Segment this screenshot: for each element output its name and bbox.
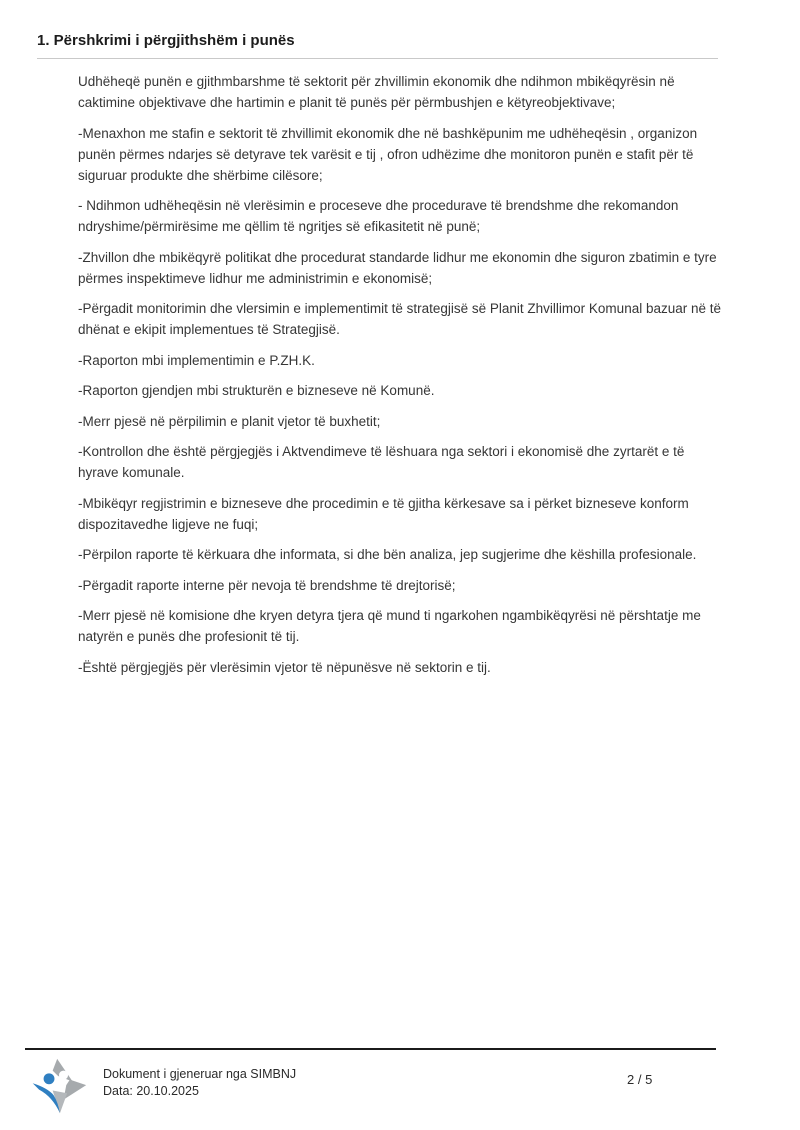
paragraph: Udhëheqë punën e gjithmbarshme të sektorit për zhvillimin ekonomik dhe ndihmon mbikëqyrësin në caktimine objektivave dhe hartimin e planit të punës për përmbushjen e këtyreobjektivave; bbox=[78, 74, 675, 110]
section-title: 1. Përshkrimi i përgjithshëm i punës bbox=[37, 32, 295, 49]
footer-date: Data: 20.10.2025 bbox=[103, 1084, 199, 1098]
footer-divider bbox=[25, 1048, 716, 1050]
paragraph: -Raporton mbi implementimin e P.ZH.K. bbox=[78, 352, 315, 368]
page-number: 2 / 5 bbox=[627, 1072, 653, 1087]
paragraph: -Zhvillon dhe mbikëqyrë politikat dhe procedurat standarde lidhur me ekonomin dhe siguron zbatimin e tyre përmes inspektimeve lidhur me administrimin e ekonomisë; bbox=[78, 249, 717, 286]
footer-meta bbox=[103, 1066, 296, 1100]
paragraph: -Merr pjesë në komisione dhe kryen detyra tjera që mund ti ngarkohen ngambikëqyrësi në përshtatje me natyrën e punës dhe profesionit të tij. bbox=[78, 608, 701, 644]
section-header bbox=[37, 32, 718, 59]
paragraph: -Mbikëqyr regjistrimin e bizneseve dhe procedimin e të gjitha kërkesave sa i përket bizneseve konform dispozitavedhe ligjeve ne fuqi; bbox=[78, 495, 689, 532]
simbnj-logo-icon bbox=[30, 1057, 88, 1115]
document-body bbox=[78, 71, 724, 687]
paragraph: - Ndihmon udhëheqësin në vlerësimin e proceseve dhe procedurave të brendshme dhe rekomandon ndryshime/përmirësime me qëllim të ngritjes së efikasitetit në punë; bbox=[78, 198, 679, 234]
paragraph: -Përpilon raporte të kërkuara dhe informata, si dhe bën analiza, jep sugjerime dhe këshilla profesionale. bbox=[78, 547, 697, 562]
paragraph: -Menaxhon me stafin e sektorit të zhvillimit ekonomik dhe në bashkëpunim me udhëheqësin , organizon punën përmes ndarjes së detyrave tek varësit e tij , ofron udhëzime dhe monitoron punën e stafit për të siguruar produkte dhe shërbime cilësore; bbox=[78, 125, 698, 183]
footer-generated-by: Dokument i gjeneruar nga SIMBNJ bbox=[103, 1067, 297, 1081]
paragraph: -Kontrollon dhe është përgjegjës i Aktvendimeve të lëshuara nga sektori i ekonomisë dhe zyrtarët e të hyrave komunale. bbox=[78, 444, 685, 480]
paragraph: -Përgadit monitorimin dhe vlersimin e implementimit të strategjisë së Planit Zhvillimor Komunal bazuar në të dhënat e ekipit implementues të Strategjisë. bbox=[78, 301, 722, 337]
paragraph: -Është përgjegjës për vlerësimin vjetor të nëpunësve në sektorin e tij. bbox=[78, 659, 491, 675]
paragraph: -Raporton gjendjen mbi strukturën e bizneseve në Komunë. bbox=[78, 383, 435, 398]
paragraph: -Merr pjesë në përpilimin e planit vjetor të buxhetit; bbox=[78, 413, 381, 429]
paragraph: -Përgadit raporte interne për nevoja të brendshme të drejtorisë; bbox=[78, 577, 456, 593]
